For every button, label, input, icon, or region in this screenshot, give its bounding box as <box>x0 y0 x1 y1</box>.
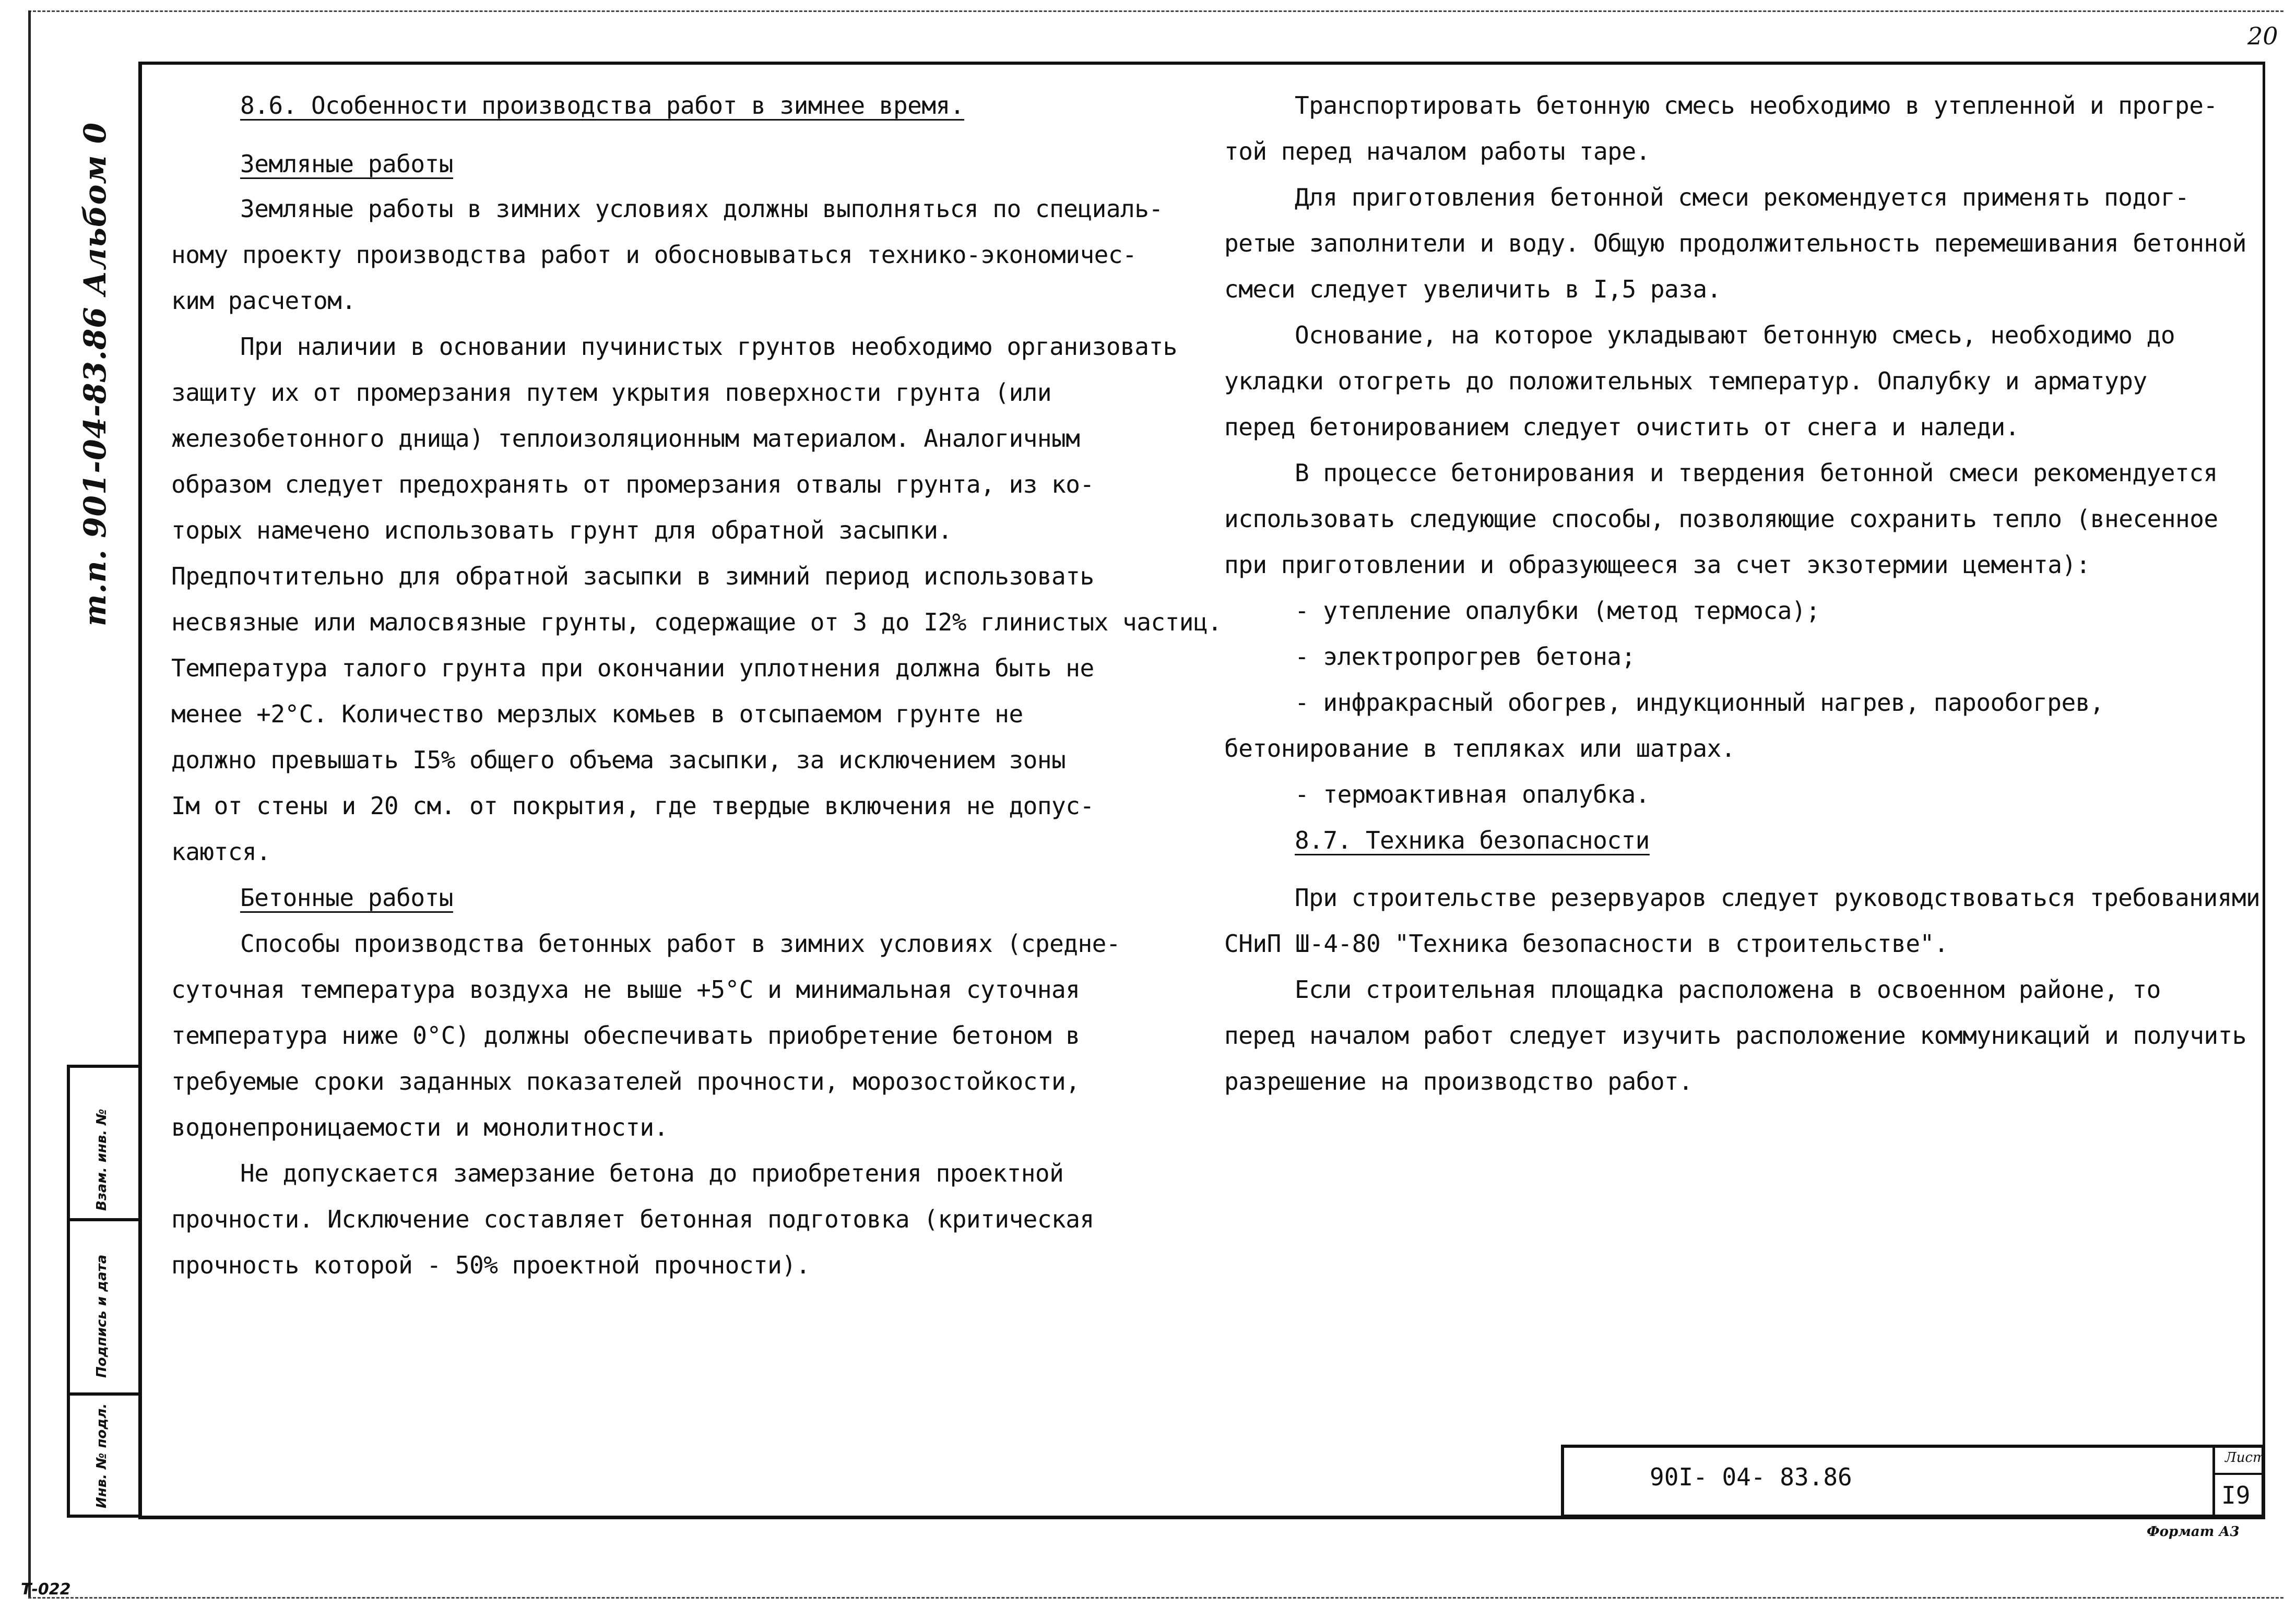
paragraph-line: Для приготовления бетонной смеси рекомендуется применять подог- <box>1295 183 2190 211</box>
paragraph-line: В процессе бетонирования и твердения бетонной смеси рекомендуется <box>1295 459 2218 487</box>
list-item: - инфракрасный обогрев, индукционный нагрев, парообогрев, <box>1295 688 2104 717</box>
section-heading-8-6: 8.6. Особенности производства работ в зимнее время. <box>240 91 964 120</box>
format-label: Формат А3 <box>2147 1524 2240 1540</box>
stamp-label-replaced-inventory: Взам. инв. № <box>94 1109 110 1211</box>
paragraph-line: менее +2°С. Количество мерзлых комьев в отсыпаемом грунте не <box>171 700 1023 728</box>
subheading-concrete-works: Бетонные работы <box>240 884 453 912</box>
paragraph-line: Предпочтительно для обратной засыпки в зимний период использовать <box>171 562 1094 590</box>
paragraph-line: ким расчетом. <box>171 287 356 315</box>
list-item: - утепление опалубки (метод термоса); <box>1295 597 1820 625</box>
paragraph-line: должно превышать I5% общего объема засыпки, за исключением зоны <box>171 746 1066 774</box>
paragraph-line: образом следует предохранять от промерзания отвалы грунта, из ко- <box>171 470 1094 498</box>
paragraph-line: использовать следующие способы, позволяющие сохранить тепло (внесенное <box>1224 505 2218 533</box>
sheet-label: Лист <box>2225 1450 2266 1466</box>
paragraph-line: СНиП Ш-4-80 "Техника безопасности в строительстве". <box>1224 930 1948 958</box>
paragraph-line: Транспортировать бетонную смесь необходимо в утепленной и прогре- <box>1295 91 2218 120</box>
paragraph-line: Если строительная площадка расположена в освоенном районе, то <box>1295 975 2161 1004</box>
paragraph-line: Температура талого грунта при окончании уплотнения должна быть не <box>171 654 1094 682</box>
section-heading-8-7: 8.7. Техника безопасности <box>1295 826 1650 854</box>
paragraph-line: при приготовлении и образующееся за счет экзотермии цемента): <box>1224 551 2090 579</box>
paragraph-line: При строительстве резервуаров следует руководствоваться требованиями <box>1295 884 2261 912</box>
paragraph-line: торых намечено использовать грунт для обратной засыпки. <box>171 516 952 544</box>
paragraph-line: температура ниже 0°С) должны обеспечивать приобретение бетоном в <box>171 1021 1080 1050</box>
frame-right <box>2263 62 2265 1518</box>
stamp-label-original-inventory: Инв. № подл. <box>94 1403 110 1508</box>
sheet-cell-divider <box>2212 1473 2265 1475</box>
document-code: 90I- 04- 83.86 <box>1650 1463 1852 1491</box>
stamp-label-signature-date: Подпись и дата <box>94 1254 110 1378</box>
paragraph-line: укладки отогреть до положительных температур. Опалубку и арматуру <box>1224 367 2147 395</box>
list-item: - электропрогрев бетона; <box>1295 642 1636 671</box>
paragraph-line: прочности. Исключение составляет бетонная подготовка (критическая <box>171 1205 1094 1233</box>
outer-border-top <box>28 10 2283 12</box>
list-item: - термоактивная опалубка. <box>1295 780 1650 808</box>
paragraph-line: той перед началом работы таре. <box>1224 137 1650 165</box>
paragraph-line: водонепроницаемости и монолитности. <box>171 1113 668 1141</box>
paragraph-line: ному проекту производства работ и обосновываться технико-экономичес- <box>171 241 1137 269</box>
paragraph-line: каются. <box>171 838 271 866</box>
paragraph-line: перед началом работ следует изучить расположение коммуникаций и получить <box>1224 1021 2246 1050</box>
list-item-continuation: бетонирование в тепляках или шатрах. <box>1224 734 1735 763</box>
page-number: 20 <box>2247 22 2278 50</box>
frame-top <box>138 62 2265 65</box>
paragraph-line: Iм от стены и 20 см. от покрытия, где твердые включения не допус- <box>171 792 1094 820</box>
paragraph-line: перед бетонированием следует очистить от снега и наледи. <box>1224 413 2019 441</box>
paragraph-line: несвязные или малосвязные грунты, содержащие от 3 до I2% глинистых частиц. <box>171 608 1222 636</box>
frame-left <box>138 62 142 1517</box>
paragraph-line: защиту их от промерзания путем укрытия поверхности грунта (или <box>171 378 1052 407</box>
paragraph-line: суточная температура воздуха не выше +5°С и минимальная суточная <box>171 975 1080 1004</box>
sheet-number: I9 <box>2221 1481 2251 1509</box>
side-title: т.п. 901-04-83.86 Альбом 0 <box>77 122 113 626</box>
paragraph-line: смеси следует увеличить в I,5 раза. <box>1224 275 1721 303</box>
paragraph-line: прочность которой - 50% проектной прочности). <box>171 1251 810 1279</box>
paragraph-line: Основание, на которое укладывают бетонную смесь, необходимо до <box>1295 321 2175 349</box>
outer-border-bottom <box>28 1597 2283 1599</box>
paragraph-line: При наличии в основании пучинистых грунтов необходимо организовать <box>240 332 1177 361</box>
paragraph-line: Не допускается замерзание бетона до приобретения проектной <box>240 1159 1064 1187</box>
paragraph-line: Способы производства бетонных работ в зимних условиях (средне- <box>240 930 1121 958</box>
paragraph-line: железобетонного днища) теплоизоляционным материалом. Аналогичным <box>171 424 1080 452</box>
paragraph-line: разрешение на производство работ. <box>1224 1067 1693 1095</box>
paragraph-line: требуемые сроки заданных показателей прочности, морозостойкости, <box>171 1067 1080 1095</box>
paragraph-line: ретые заполнители и воду. Общую продолжительность перемешивания бетонной <box>1224 229 2246 257</box>
subheading-earthworks: Земляные работы <box>240 150 453 178</box>
paragraph-line: Земляные работы в зимних условиях должны выполняться по специаль- <box>240 195 1163 223</box>
form-code: Т-022 <box>21 1580 71 1599</box>
outer-border-left <box>28 10 31 1597</box>
